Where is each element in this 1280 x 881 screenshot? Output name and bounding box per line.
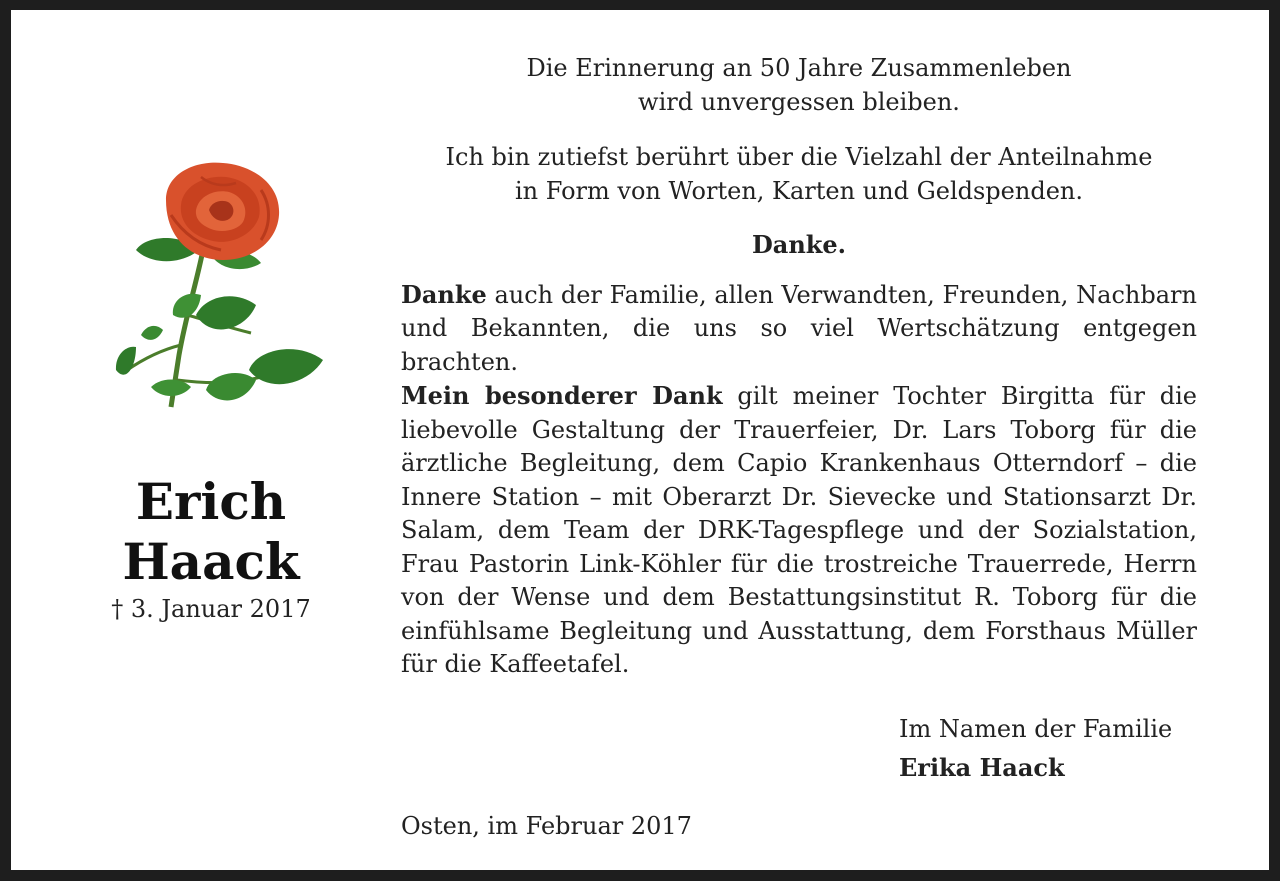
last-name: Haack [122, 532, 300, 591]
paragraph-2-lead: Mein besonderer Dank [401, 381, 723, 410]
closing-block [899, 710, 1172, 787]
paragraph-2-text: gilt meiner Tochter Birgitta für die liebevolle Gestaltung der Trauerfeier, Dr. Lars Toborg für die ärztliche Begleitung, dem Capio Krankenhaus Otterndorf – die Innere Station – mit Oberarzt Dr. Sievecke und Stationsarzt Dr. Salam, dem Team der DRK-Tagespflege und der Sozialstation, Frau Pastorin Link-Köhler für die trostreiche Trauerrede, Herrn von der Wense und dem Bestattungsinstitut R. Toborg für die einfühlsame Begleitung und Ausstattung, dem Forsthaus Müller für die Kaffeetafel. [401, 382, 1197, 678]
danke-heading: Danke. [751, 230, 847, 259]
rose-icon [111, 155, 326, 420]
closing-line: Im Namen der Familie [899, 715, 1173, 743]
message-column [401, 52, 1197, 682]
thanks-paragraph-1 [401, 278, 1197, 380]
intro-line-2: wird unvergessen bleiben. [638, 87, 960, 116]
thanks-intro-line-2: in Form von Worten, Karten und Geldspenden. [515, 176, 1083, 205]
thanks-paragraph-2 [401, 379, 1197, 682]
death-date: † 3. Januar 2017 [111, 595, 311, 623]
intro-line-1: Die Erinnerung an 50 Jahre Zusammenleben [526, 54, 1072, 82]
place-date: Osten, im Februar 2017 [401, 812, 692, 840]
thanks-intro-text [401, 141, 1197, 208]
paragraph-1-text: auch der Familie, allen Verwandten, Freunden, Nachbarn und Bekannten, die uns so viel Wertschätzung entgegen brachten. [401, 280, 1197, 376]
signature: Erika Haack [899, 753, 1065, 782]
intro-text [401, 52, 1197, 119]
first-name: Erich [135, 472, 287, 531]
thanks-intro-line-1: Ich bin zutiefst berührt über die Vielzahl der Anteilnahme [445, 143, 1153, 171]
deceased-name-block [81, 472, 341, 624]
paragraph-1-lead: Danke [401, 279, 487, 309]
